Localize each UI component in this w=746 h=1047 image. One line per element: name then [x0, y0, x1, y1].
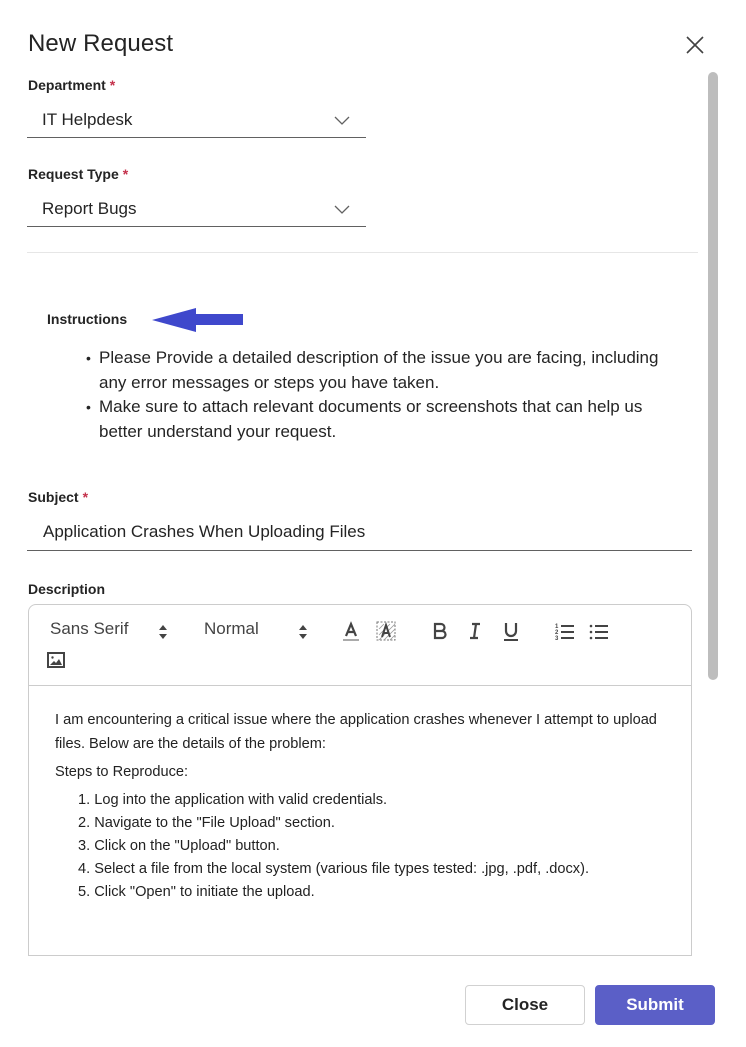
underline-icon [499, 619, 523, 643]
subject-field [27, 514, 692, 551]
required-marker: * [109, 77, 116, 93]
select-arrows-icon[interactable] [298, 624, 308, 640]
bullet-list-icon [587, 619, 611, 643]
select-arrows-icon[interactable] [158, 624, 168, 640]
font-size-select[interactable]: Normal [204, 619, 259, 638]
italic-button[interactable] [463, 619, 487, 643]
svg-text:1: 1 [555, 624, 559, 630]
chevron-down-icon [334, 203, 350, 215]
step-item: 5. Click "Open" to initiate the upload. [78, 884, 315, 900]
editor-toolbar [29, 605, 691, 686]
left-arrow-icon [152, 307, 244, 333]
highlight-color-button[interactable] [374, 619, 398, 643]
text-color-icon [339, 619, 363, 643]
request-type-label: Request Type * [28, 166, 129, 182]
underline-button[interactable] [499, 619, 523, 643]
subject-label: Subject * [28, 489, 89, 505]
steps-title: Steps to Reproduce: [55, 764, 189, 780]
italic-icon [463, 619, 487, 643]
svg-text:2: 2 [555, 630, 559, 636]
submit-button[interactable]: Submit [595, 985, 715, 1025]
text-color-button[interactable] [339, 619, 363, 643]
bold-button[interactable] [428, 619, 452, 643]
close-dialog-button[interactable] [684, 34, 706, 56]
close-icon [684, 34, 706, 56]
request-type-value: Report Bugs [42, 199, 137, 218]
close-button[interactable]: Close [465, 985, 585, 1025]
department-dropdown[interactable] [27, 104, 366, 138]
department-label: Department * [28, 77, 116, 93]
description-content[interactable] [55, 708, 675, 904]
required-marker: * [122, 166, 129, 182]
vertical-scrollbar[interactable] [708, 72, 718, 680]
description-intro: I am encountering a critical issue where the application crashes whenever I attempt to upload files. Below are the details of the problem: [55, 712, 657, 752]
instructions-list [86, 346, 686, 444]
insert-image-button[interactable] [45, 649, 67, 671]
instruction-item: • Make sure to attach relevant documents or screenshots that can help us better understand your request. [86, 395, 686, 444]
dialog-title: New Request [28, 30, 174, 57]
highlight-color-icon [374, 619, 398, 643]
description-editor [28, 604, 692, 956]
description-label: Description [28, 581, 106, 597]
request-type-dropdown[interactable] [27, 193, 366, 227]
ordered-list-button[interactable] [553, 619, 577, 643]
step-item: 3. Click on the "Upload" button. [78, 838, 280, 854]
department-value: IT Helpdesk [42, 110, 133, 129]
step-item: 2. Navigate to the "File Upload" section. [78, 815, 335, 831]
instructions-heading: Instructions [47, 311, 128, 327]
subject-input[interactable] [27, 514, 692, 550]
font-family-select[interactable]: Sans Serif [50, 619, 129, 638]
bullet-list-button[interactable] [587, 619, 611, 643]
step-item: 4. Select a file from the local system (various file types tested: .jpg, .pdf, .docx). [78, 861, 590, 877]
required-marker: * [82, 489, 89, 505]
ordered-list-icon [553, 619, 577, 643]
chevron-down-icon [334, 114, 350, 126]
section-divider [27, 252, 698, 253]
steps-list [55, 789, 675, 904]
image-icon [45, 649, 67, 671]
step-item: 1. Log into the application with valid credentials. [78, 792, 388, 808]
instruction-item: • Please Provide a detailed description of the issue you are facing, including any error messages or steps you have taken. [86, 346, 686, 395]
svg-text:3: 3 [555, 636, 559, 642]
bold-icon [428, 619, 452, 643]
